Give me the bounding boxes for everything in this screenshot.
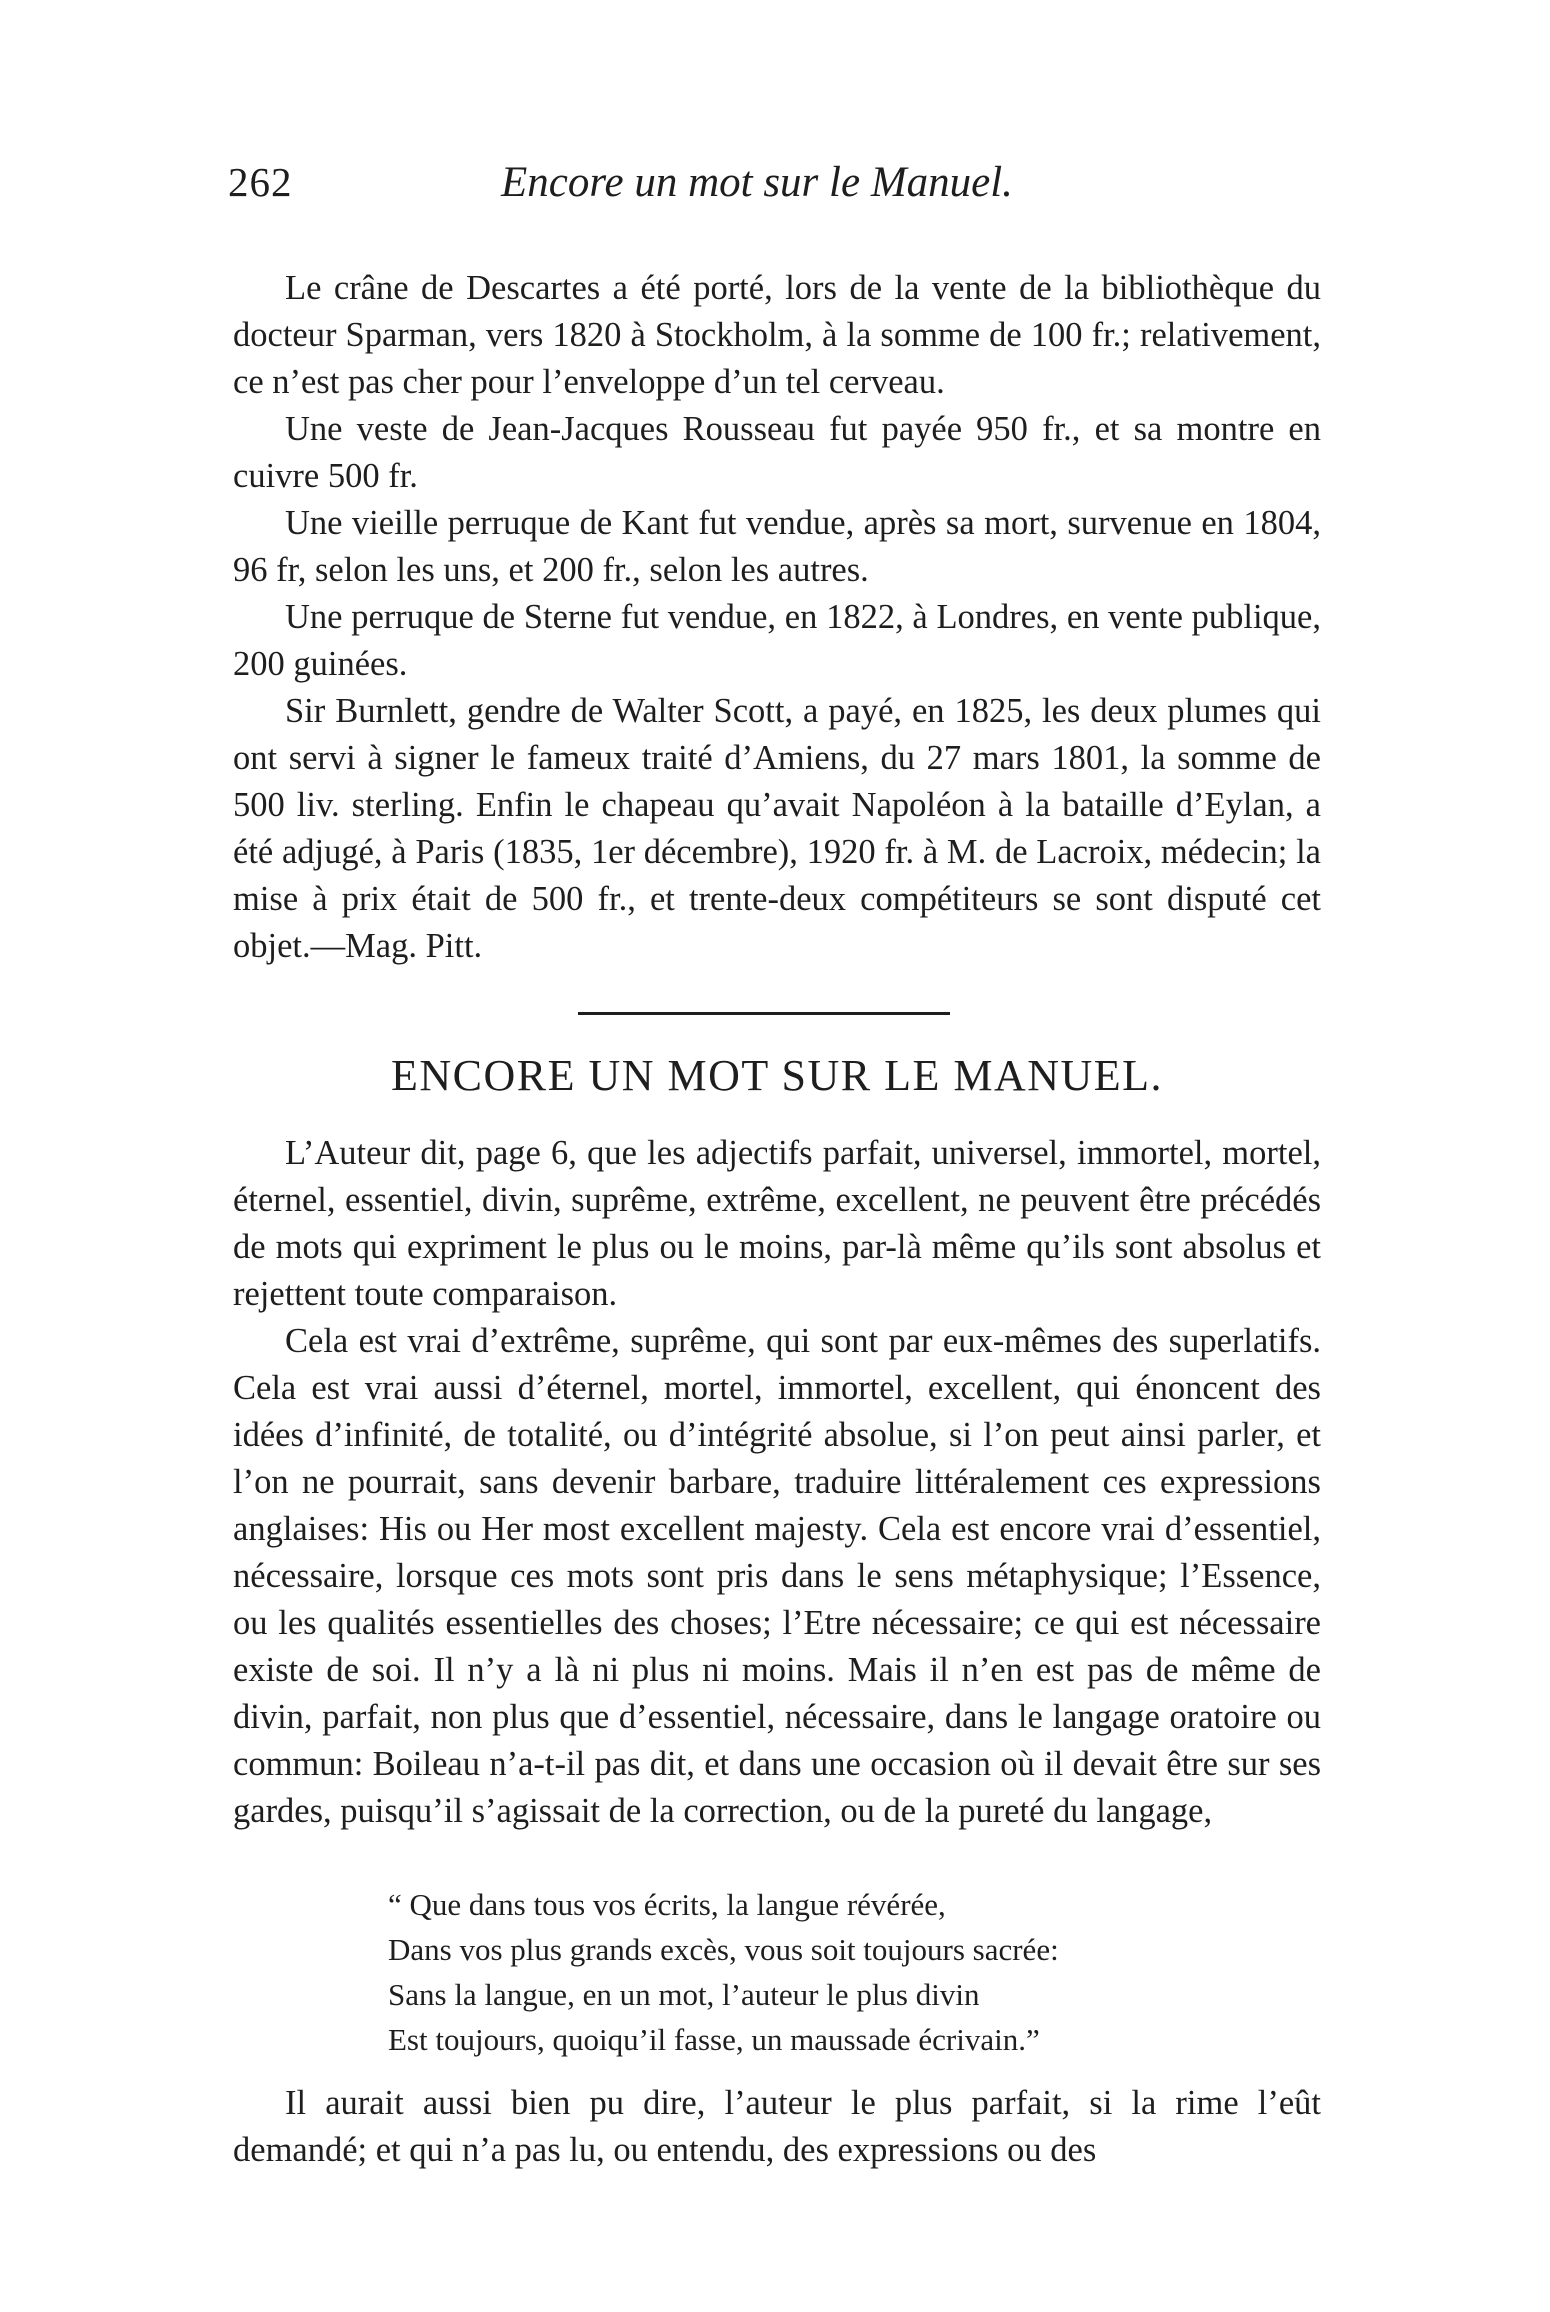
paragraph-auteur: L’Auteur dit, page 6, que les adjectifs parfait, universel, immortel, mortel, éternel, essentiel, divin, suprême, extrême, excellent, ne peuvent être précédés de mots qui expriment le plus ou le moins, par-là même qu’ils sont absolus et rejettent toute comparaison.	[233, 1134, 1321, 1313]
running-title: Encore un mot sur le Manuel.	[501, 159, 1013, 206]
paragraph-descartes: Le crâne de Descartes a été porté, lors de la vente de la bibliothèque du docteur Sparman, vers 1820 à Stockholm, à la somme de 100 fr.; relativement, ce n’est pas cher pour l’enveloppe d’un tel cerveau.	[233, 269, 1321, 401]
manuel-discussion-section	[233, 1130, 1321, 1835]
quote-line: Est toujours, quoiqu’il fasse, un maussade écrivain.”	[388, 2022, 1040, 2057]
page-header	[228, 158, 1320, 228]
paragraph-cela-est-vrai: Cela est vrai d’extrême, suprême, qui sont par eux-mêmes des superlatifs. Cela est vrai aussi d’éternel, mortel, immortel, excellent, qui énoncent des idées d’infinité, de totalité, ou d’intégrité absolue, si l’on peut ainsi parler, et l’on ne pourrait, sans devenir barbare, traduire littéralement ces expressions anglaises: His ou Her most excellent majesty. Cela est encore vrai d’essentiel, nécessaire, lorsque ces mots sont pris dans le sens métaphysique; l’Essence, ou les qualités essentielles des choses; l’Etre nécessaire; ce qui est nécessaire existe de soi. Il n’y a là ni plus ni moins. Mais il n’en est pas de même de divin, parfait, non plus que d’essentiel, nécessaire, dans le langage oratoire ou commun: Boileau n’a-t-il pas dit, et dans une occasion où il devait être sur ses gardes, puisqu’il s’agissait de la correction, ou de la pureté du langage,	[233, 1322, 1321, 1830]
paragraph-sterne: Une perruque de Sterne fut vendue, en 1822, à Londres, en vente publique, 200 guinées.	[233, 598, 1321, 683]
paragraph-kant: Une vieille perruque de Kant fut vendue, après sa mort, survenue en 1804, 96 fr, selon les uns, et 200 fr., selon les autres.	[233, 504, 1321, 589]
closing-section	[233, 2080, 1321, 2174]
paragraph-rousseau: Une veste de Jean-Jacques Rousseau fut payée 950 fr., et sa montre en cuivre 500 fr.	[233, 410, 1321, 495]
paragraph-closing: Il aurait aussi bien pu dire, l’auteur le plus parfait, si la rime l’eût demandé; et qui n’a pas lu, ou entendu, des expressions ou des	[233, 2084, 1321, 2169]
auction-anecdotes-section	[233, 265, 1321, 970]
paragraph-burnlett: Sir Burnlett, gendre de Walter Scott, a payé, en 1825, les deux plumes qui ont servi à signer le fameux traité d’Amiens, du 27 mars 1801, la somme de 500 liv. sterling. Enfin le chapeau qu’avait Napoléon à la bataille d’Eylan, a été adjugé, à Paris (1835, 1er décembre), 1920 fr. à M. de Lacroix, médecin; la mise à prix était de 500 fr., et trente-deux compétiteurs se sont disputé cet objet.—Mag. Pitt.	[233, 692, 1321, 965]
boileau-quote	[388, 1882, 1268, 2062]
section-divider	[578, 1012, 950, 1015]
quote-line: Dans vos plus grands excès, vous soit toujours sacrée:	[388, 1932, 1059, 1967]
section-heading: ENCORE UN MOT SUR LE MANUEL.	[390, 1051, 1164, 1100]
page-number: 262	[228, 159, 293, 205]
quote-line: “ Que dans tous vos écrits, la langue révérée,	[388, 1887, 946, 1922]
quote-line: Sans la langue, en un mot, l’auteur le plus divin	[388, 1977, 980, 2012]
